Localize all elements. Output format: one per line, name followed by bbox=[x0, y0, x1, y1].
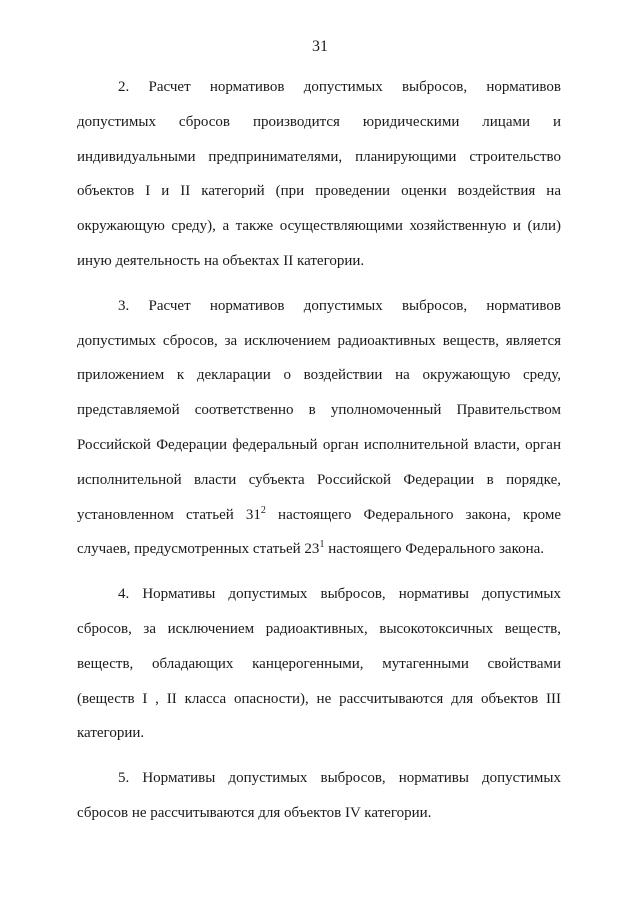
paragraph-3 bbox=[77, 289, 561, 567]
paragraph-3-text-part1: 3. Расчет нормативов допустимых выбросов, нормативов допустимых сбросов, за исключением радиоактивных веществ, является приложением к декларации о воздействии на окружающую среду, представляемой соответственно в уполномоченный Правительством Российской Федерации федеральный орган исполнительной власти, орган исполнительной власти субъекта Российской Федерации в порядке, установленном статьей 31 bbox=[77, 297, 561, 523]
paragraph-3-text-part2: настоящего Федерального закона, кроме случаев, предусмотренных статьей 23 bbox=[77, 506, 561, 558]
paragraph-3-text-part3: настоящего Федерального закона. bbox=[324, 541, 545, 558]
document-body bbox=[77, 70, 561, 841]
page-number: 31 bbox=[312, 38, 328, 55]
paragraph-2: 2. Расчет нормативов допустимых выбросов, нормативов допустимых сбросов производится юридическими лицами и индивидуальными предпринимателями, планирующими строительство объектов I и II категорий (при проведении оценки воздействия на окружающую среду), а также осуществляющими хозяйственную и (или) иную деятельность на объектах II категории. bbox=[77, 79, 561, 269]
article-23-superscript: 1 bbox=[319, 539, 325, 551]
article-31-superscript: 2 bbox=[260, 504, 266, 516]
paragraph-5: 5. Нормативы допустимых выбросов, нормативы допустимых сбросов не рассчитываются для объектов IV категории. bbox=[77, 770, 561, 821]
paragraph-4: 4. Нормативы допустимых выбросов, нормативы допустимых сбросов, за исключением радиоактивных, высокотоксичных веществ, веществ, обладающих канцерогенными, мутагенными свойствами (веществ I , II класса опасности), не рассчитываются для объектов III категории. bbox=[77, 586, 561, 742]
